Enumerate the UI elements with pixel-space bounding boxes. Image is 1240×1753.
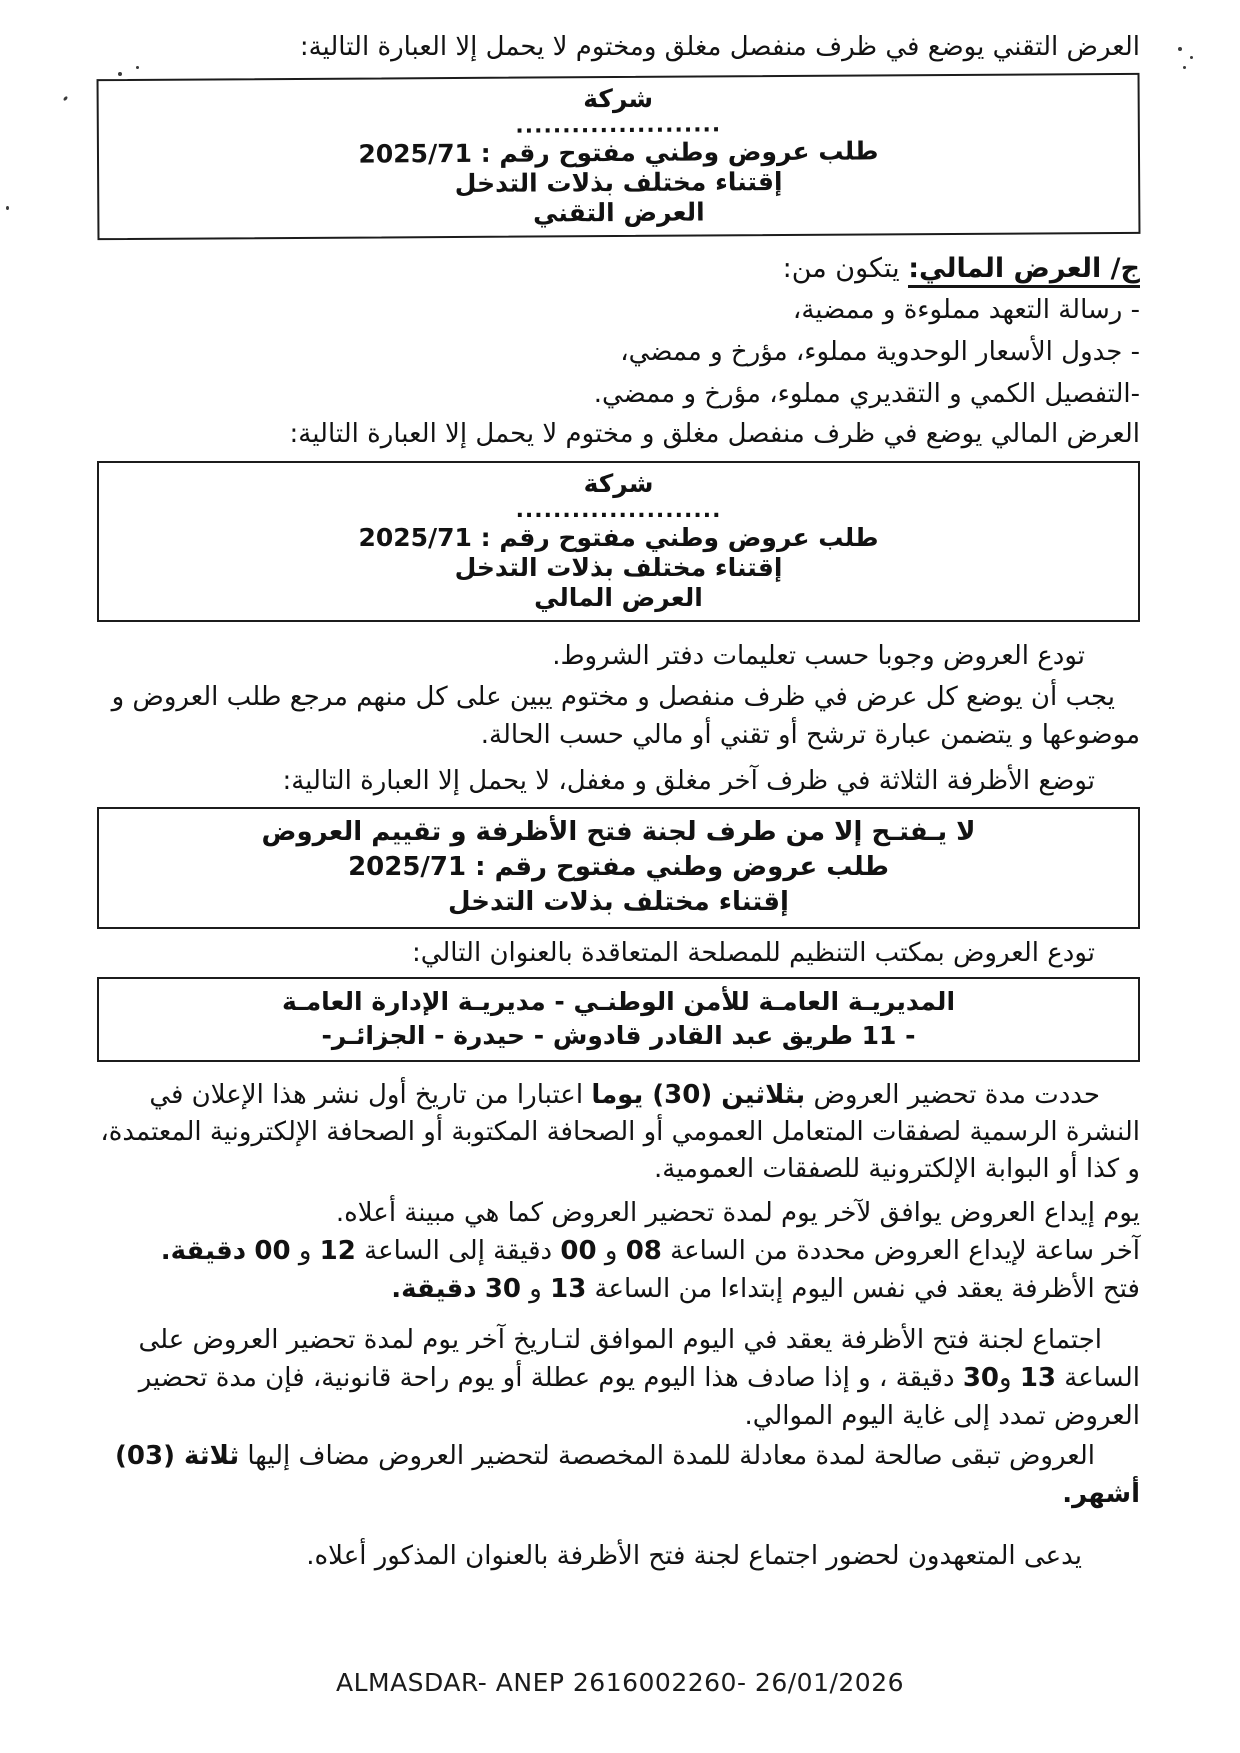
minute-word: دقيقة.	[160, 1236, 247, 1266]
committee-text: اجتماع لجنة فتح الأظرفة يعقد في اليوم الموافق لتـاريخ آخر يوم لمدة تحضير العروض على الساعة	[138, 1325, 1140, 1393]
last-hour-text: دقيقة إلى الساعة	[355, 1236, 561, 1266]
scan-noise-dot	[63, 96, 69, 102]
technical-envelope-box	[97, 73, 1141, 240]
anep-publication-footer: ALMASDAR- ANEP 2616002260- 26/01/2026	[335, 1668, 905, 1697]
deposit-office-paragraph: تودع العروض بمكتب التنظيم للمصلحة المتعاقدة بالعنوان التالي:	[411, 938, 1095, 968]
opening-committee-paragraph	[97, 1321, 1140, 1435]
do-not-open-line: لا يـفتـح إلا من طرف لجنة فتح الأظرفة و تقييم العروض	[261, 817, 976, 847]
envelope-opening-paragraph	[97, 1270, 1140, 1308]
authority-street-line: - 11 طريق عبد القادر قادوش - حيدرة - الجزائـر-	[321, 1021, 916, 1050]
tender-subject-line: إقتناء مختلف بذلات التدخل	[454, 166, 783, 199]
tender-number-line: طلب عروض وطني مفتوح رقم : 2025/71	[358, 136, 879, 169]
last-hour-text: آخر ساعة لإيداع العروض محددة من الساعة	[661, 1236, 1140, 1266]
preparation-text: اعتبارا من تاريخ أول نشر هذا الإعلان في النشرة الرسمية لصفقات المتعامل العمومي أو الصحافة المكتوبة أو الصحافة الإلكترونية المعتمدة، و كذا أو البوابة الإلكترونية للصفقات العمومية.	[100, 1080, 1140, 1184]
tender-number-line: طلب عروض وطني مفتوح رقم : 2025/71	[358, 523, 879, 552]
financial-envelope-box	[97, 461, 1140, 622]
committee-text: و	[999, 1363, 1020, 1393]
hour-value: 13	[550, 1274, 587, 1304]
tender-number-line: طلب عروض وطني مفتوح رقم : 2025/71	[348, 852, 889, 882]
tender-subject-line: إقتناء مختلف بذلات التدخل	[448, 887, 789, 917]
minute-value: 00	[254, 1236, 291, 1266]
preparation-period-paragraph	[97, 1077, 1140, 1188]
scan-noise-dot	[1178, 47, 1182, 51]
preparation-duration: بثلاثين (30) يوما	[591, 1080, 806, 1110]
technical-offer-envelope-note: العرض التقني يوضع في ظرف منفصل مغلق ومختوم لا يحمل إلا العبارة التالية:	[299, 32, 1140, 62]
hour-value: 12	[319, 1236, 356, 1266]
deposit-day-paragraph: يوم إيداع العروض يوافق لآخر يوم لمدة تحضير العروض كما هي مبينة أعلاه.	[335, 1198, 1140, 1228]
committee-text: دقيقة ، و إذا صادف هذا اليوم يوم عطلة أو يوم راحة قانونية، فإن مدة تحضير العروض تمدد إلى غاية اليوم الموالي.	[138, 1363, 1140, 1431]
hour-value: 08	[625, 1236, 662, 1266]
validity-duration: ثلاثة (03) أشهر.	[115, 1441, 1140, 1509]
financial-offer-envelope-note: العرض المالي يوضع في ظرف منفصل مغلق و مختوم لا يحمل إلا العبارة التالية:	[289, 419, 1140, 449]
financial-offer-heading-title: ج/ العرض المالي:	[908, 253, 1140, 288]
financial-offer-heading-suffix: يتكون من:	[782, 253, 909, 284]
scan-noise-dot	[6, 206, 9, 210]
three-envelopes-paragraph: توضع الأظرفة الثلاثة في ظرف آخر مغلق و مغفل، لا يحمل إلا العبارة التالية:	[282, 766, 1095, 796]
company-line: شركة	[583, 469, 654, 498]
company-dotted-line: ......................	[515, 112, 722, 139]
contracting-authority-address-box	[97, 977, 1140, 1062]
last-hour-text: و	[290, 1236, 320, 1266]
bidders-invitation-paragraph: يدعى المتعهدون لحضور اجتماع لجنة فتح الأظرفة بالعنوان المذكور أعلاه.	[306, 1541, 1082, 1571]
opening-text: فتح الأظرفة يعقد في نفس اليوم إبتداءا من الساعة	[586, 1274, 1140, 1304]
authority-name-line: المديريـة العامـة للأمن الوطنـي - مديريـة الإدارة العامـة	[281, 987, 956, 1016]
preparation-text: حددت مدة تحضير العروض	[805, 1080, 1100, 1110]
validity-text: العروض تبقى صالحة لمدة معادلة للمدة المخصصة لتحضير العروض مضاف إليها	[239, 1441, 1095, 1471]
minute-word: دقيقة.	[391, 1274, 477, 1304]
technical-offer-label: العرض التقني	[532, 197, 705, 228]
tender-subject-line: إقتناء مختلف بذلات التدخل	[454, 553, 783, 582]
last-hour-paragraph	[97, 1232, 1140, 1270]
financial-offer-label: العرض المالي	[534, 583, 703, 612]
hour-value: 13	[1019, 1363, 1057, 1393]
opening-text: و	[521, 1274, 551, 1304]
financial-offer-item: - رسالة التعهد مملوءة و ممضية،	[792, 295, 1140, 325]
each-offer-envelope-paragraph: يجب أن يوضع كل عرض في ظرف منفصل و مختوم يبين على كل منهم مرجع طلب العروض و موضوعها و يتضمن عبارة ترشح أو تقني أو مالي حسب الحالة.	[111, 682, 1140, 750]
opening-text	[477, 1274, 485, 1304]
minute-value: 00	[560, 1236, 597, 1266]
scan-noise-dot	[1190, 56, 1193, 59]
deposit-rule-paragraph: تودع العروض وجوبا حسب تعليمات دفتر الشروط.	[552, 641, 1085, 671]
minute-value: 30	[484, 1274, 522, 1304]
financial-offer-item: -التفصيل الكمي و التقديري مملوء، مؤرخ و ممضي.	[593, 379, 1140, 409]
company-line: شركة	[583, 83, 654, 114]
minute-value: 30	[962, 1363, 999, 1393]
last-hour-text: و	[596, 1236, 626, 1266]
offer-validity-paragraph	[97, 1437, 1140, 1513]
financial-offer-item: - جدول الأسعار الوحدوية مملوء، مؤرخ و ممضي،	[620, 337, 1140, 367]
outer-envelope-box	[97, 807, 1140, 929]
company-dotted-line: ......................	[515, 498, 722, 523]
document-content	[97, 0, 1140, 1575]
financial-offer-heading	[97, 249, 1140, 289]
scan-noise-dot	[1183, 66, 1186, 69]
